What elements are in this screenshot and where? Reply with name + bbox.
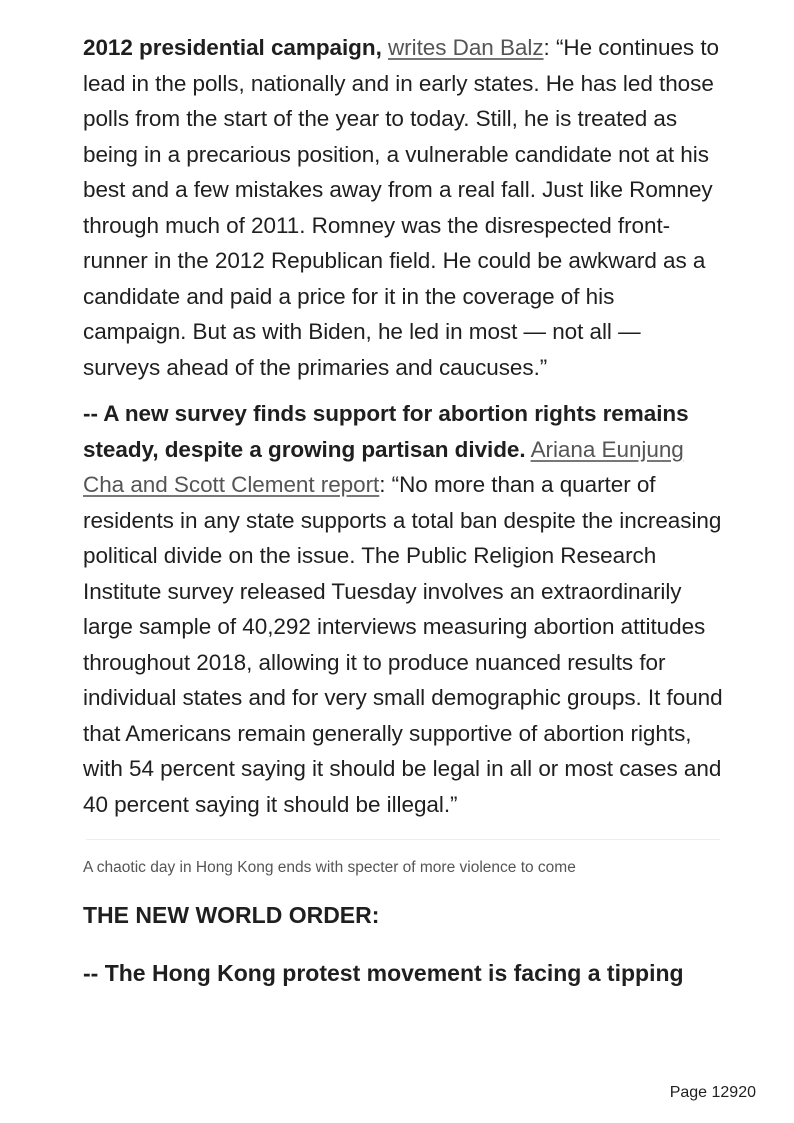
paragraph-text: : “No more than a quarter of residents in any state supports a total ban despite the increasing political divide on the issue. The Public Religion Research Institute survey released Tuesday involves an extraordinarily large sample of 40,292 interviews measuring abortion attitudes throughout 2018, allowing it to produce nuanced results for individual states and for very small demographic groups. It found that Americans remain generally supportive of abortion rights, with 54 percent saying it should be legal in all or most cases and 40 percent saying it should be illegal.” [83,472,723,817]
related-story-caption[interactable]: A chaotic day in Hong Kong ends with specter of more violence to come [83,859,576,876]
divider [86,839,720,840]
section-heading: THE NEW WORLD ORDER: [83,902,380,928]
paragraph-abortion-survey [83,396,723,822]
paragraph-balz [83,30,723,385]
paragraph-text: : “He continues to lead in the polls, nationally and in early states. He has led those polls from the start of the year to today. Still, he is treated as being in a precarious position, a vulnerable candidate not at his best and a few mistakes away from a real fall. Just like Romney through much of 2011. Romney was the disrespected front-runner in the 2012 Republican field. He could be awkward as a candidate and paid a price for it in the coverage of his campaign. But as with Biden, he led in most — not all — surveys ahead of the primaries and caucuses.” [83,35,719,380]
link-cha-clement-report[interactable]: Ariana Eunjung Cha and Scott Clement report [83,436,684,497]
article-body [83,30,723,990]
paragraph-lead: 2012 presidential campaign, [83,35,382,60]
paragraph-lead: -- A new survey finds support for abortion rights remains steady, despite a growing partisan divide. [83,401,689,462]
link-writes-dan-balz[interactable]: writes Dan Balz [387,35,544,60]
page-number: Page 12920 [669,1084,756,1101]
next-paragraph-lead: -- The Hong Kong protest movement is facing a tipping [83,960,684,986]
